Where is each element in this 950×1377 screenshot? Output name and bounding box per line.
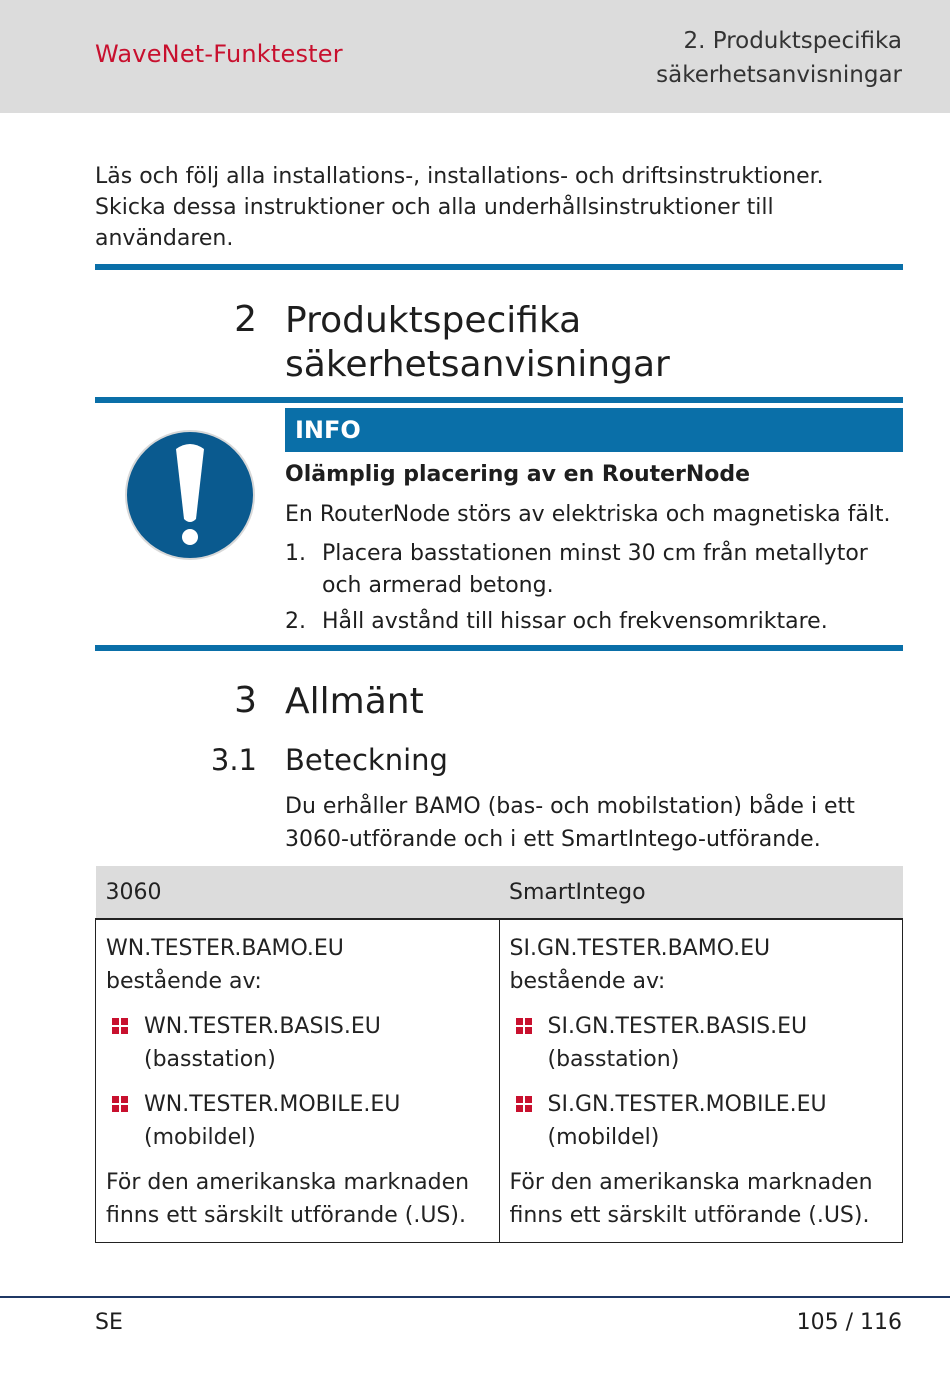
- red-square-bullet-icon: [112, 1018, 128, 1034]
- table-header-cell: 3060: [96, 866, 500, 919]
- lead-paragraph: Du erhåller BAMO (bas- och mobilstation) både i ett 3060-utförande och i ett SmartIntego-utförande.: [285, 794, 855, 852]
- info-title: Olämplig placering av en RouterNode: [285, 462, 751, 487]
- info-label: INFO: [285, 408, 903, 452]
- red-square-bullet-icon: [516, 1018, 532, 1034]
- product-code: SI.GN.TESTER.BAMO.EU: [509, 936, 771, 961]
- component-text: SI.GN.TESTER.MOBILE.EU (mobildel): [547, 1092, 827, 1150]
- chapter-title-line1: 2. Produktspecifika: [683, 28, 902, 54]
- cell-heading: [510, 932, 893, 998]
- product-sub: bestående av:: [106, 969, 262, 994]
- list-item: [510, 1088, 893, 1154]
- section-heading: [285, 299, 670, 387]
- component-text: SI.GN.TESTER.BASIS.EU (basstation): [547, 1014, 808, 1072]
- section-number: 3: [234, 680, 257, 721]
- subsection-heading: Beteckning: [285, 743, 448, 777]
- table-header-row: [96, 866, 903, 919]
- subsection-number: 3.1: [210, 743, 257, 777]
- section-heading-line2: säkerhetsanvisningar: [285, 344, 670, 385]
- table-cell: [499, 919, 903, 1243]
- step-text: Håll avstånd till hissar och frekvensomriktare.: [322, 609, 828, 634]
- intro-paragraph: Läs och följ alla installations-, installations- och driftsinstruktioner. Skicka dessa instruktioner och alla underhållsinstruktioner till användaren.: [95, 164, 824, 251]
- section-heading: Allmänt: [285, 681, 424, 722]
- red-square-bullet-icon: [112, 1096, 128, 1112]
- divider-rule: [95, 264, 903, 270]
- chapter-title: [656, 24, 902, 92]
- red-square-bullet-icon: [516, 1096, 532, 1112]
- info-body: En RouterNode störs av elektriska och magnetiska fält.: [285, 502, 891, 527]
- section-heading-line1: Produktspecifika: [285, 300, 582, 341]
- table-header-cell: SmartIntego: [499, 866, 903, 919]
- page-header: [0, 0, 950, 113]
- divider-rule: [95, 645, 903, 651]
- component-list: [510, 1010, 893, 1154]
- product-sub: bestående av:: [509, 969, 666, 994]
- list-item: [285, 606, 905, 638]
- list-item: [510, 1010, 893, 1076]
- market-note: För den amerikanska marknaden finns ett särskilt utförande (.US).: [509, 1170, 873, 1228]
- divider-rule: [95, 397, 903, 403]
- product-code: WN.TESTER.BAMO.EU: [106, 936, 344, 961]
- step-number: 1.: [285, 541, 306, 566]
- list-item: [106, 1010, 489, 1076]
- cell-heading: [106, 932, 489, 998]
- component-list: [106, 1010, 489, 1154]
- info-steps: [285, 538, 905, 642]
- list-item: [106, 1088, 489, 1154]
- section-number: 2: [234, 299, 257, 340]
- page-number: 105 / 116: [796, 1310, 902, 1335]
- brand-title: WaveNet-Funktester: [95, 40, 343, 68]
- variant-table: [95, 866, 903, 1243]
- market-note: För den amerikanska marknaden finns ett särskilt utförande (.US).: [106, 1170, 470, 1228]
- step-text: Placera basstationen minst 30 cm från metallytor och armerad betong.: [322, 541, 868, 598]
- step-number: 2.: [285, 609, 306, 634]
- component-text: WN.TESTER.BASIS.EU (basstation): [144, 1014, 381, 1072]
- footer-language: SE: [95, 1310, 123, 1335]
- exclamation-circle-icon: [124, 429, 256, 561]
- footer-rule: [0, 1296, 950, 1298]
- list-item: [285, 538, 905, 602]
- table-cell: [96, 919, 500, 1243]
- chapter-title-line2: säkerhetsanvisningar: [656, 62, 902, 88]
- table-row: [96, 919, 903, 1243]
- component-text: WN.TESTER.MOBILE.EU (mobildel): [144, 1092, 401, 1150]
